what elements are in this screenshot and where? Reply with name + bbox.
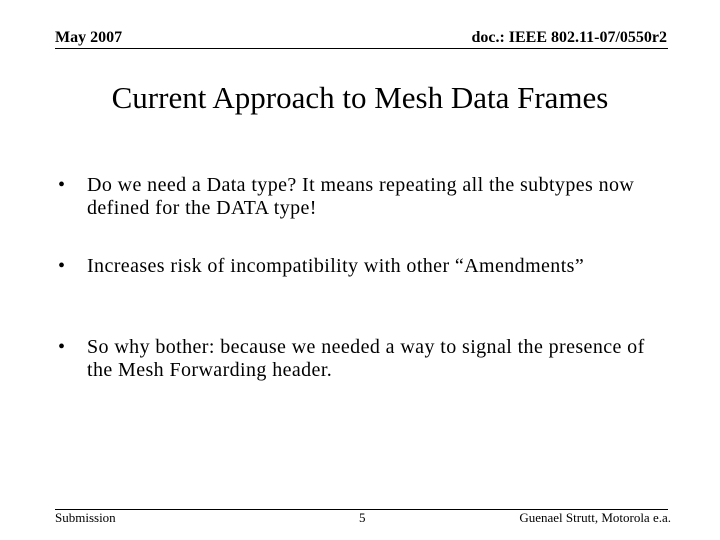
header-date: May 2007 <box>55 29 123 46</box>
header-rule <box>55 48 668 49</box>
bullet-marker: • <box>58 336 66 358</box>
bullet-marker: • <box>58 255 66 277</box>
footer-author: Guenael Strutt, Motorola e.a. <box>519 510 671 525</box>
bullet-text: Do we need a Data type? It means repeating all the subtypes now defined for the DATA type! <box>87 174 635 219</box>
header-doc-id: doc.: IEEE 802.11-07/0550r2 <box>471 29 667 46</box>
bullet-text: Increases risk of incompatibility with other “Amendments” <box>87 255 585 277</box>
bullet-item <box>58 255 668 278</box>
slide-title: Current Approach to Mesh Data Frames <box>111 80 609 115</box>
bullet-marker: • <box>58 174 66 196</box>
bullet-text: So why bother: because we needed a way to signal the presence of the Mesh Forwarding header. <box>87 336 645 381</box>
bullet-item <box>58 336 668 382</box>
footer-submission: Submission <box>55 510 116 525</box>
bullet-item <box>58 174 668 220</box>
footer-page-number: 5 <box>359 510 366 525</box>
